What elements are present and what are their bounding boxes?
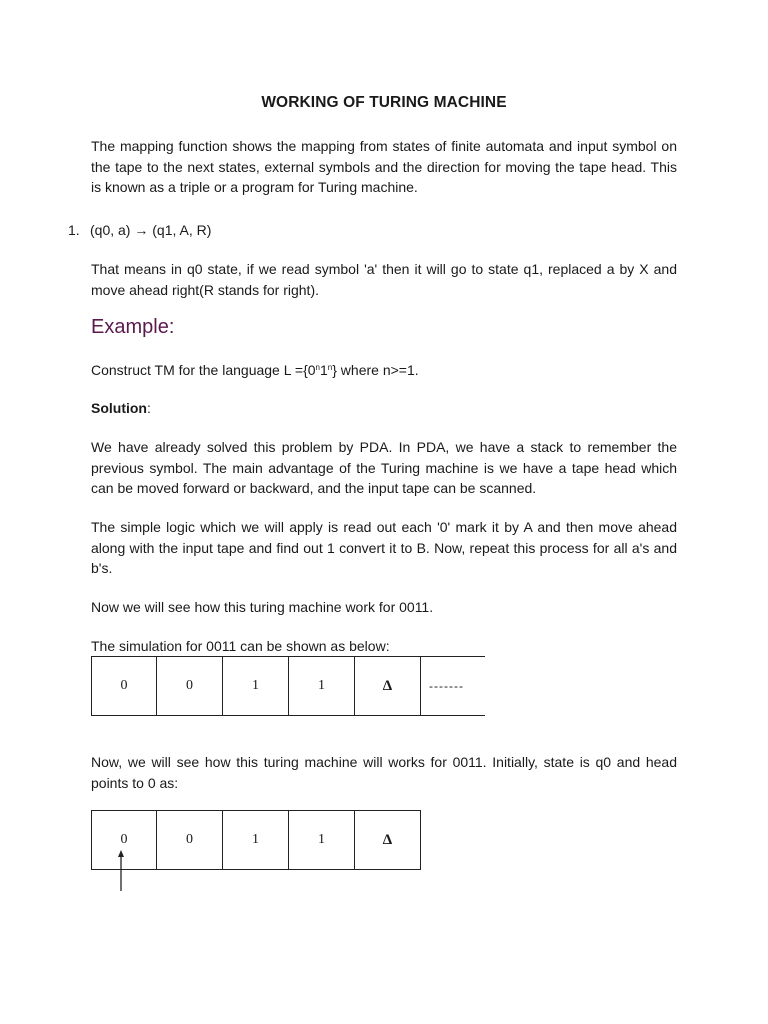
explanation-paragraph: That means in q0 state, if we read symbol 'a' then it will go to state q1, replaced a by X and move ahead right(R stands for right). <box>91 261 677 298</box>
logic-paragraph: The simple logic which we will apply is read out each '0' mark it by A and then move ahead along with the input tape and find out 1 convert it to B. Now, repeat this process for all a's and b's. <box>91 519 677 576</box>
construct-mid: 1 <box>319 362 328 378</box>
solution-label <box>91 398 677 419</box>
construct-sup-n1: n <box>315 363 320 372</box>
tape-row <box>92 811 421 870</box>
tape-row <box>92 657 486 716</box>
construct-sup-n2: n <box>327 363 333 372</box>
mapping-list-item <box>68 220 211 240</box>
tape-cell: 1 <box>223 811 289 870</box>
page-title: WORKING OF TURING MACHINE <box>261 94 507 111</box>
tape-cell: 1 <box>289 811 355 870</box>
now-paragraph: Now we will see how this turing machine work for 0011. <box>91 599 434 615</box>
tape-cell-blank: Δ <box>355 811 421 870</box>
tape-head-arrow-icon <box>115 850 127 891</box>
solution-label-text: Solution <box>91 400 147 416</box>
solution-colon: : <box>147 400 151 416</box>
mapping-rule: (q0, a) → (q1, A, R) <box>90 222 212 238</box>
construct-paragraph <box>91 360 677 381</box>
tape-cell: 0 <box>157 811 223 870</box>
tape-diagram-1 <box>91 656 485 716</box>
intro-paragraph: The mapping function shows the mapping from states of finite automata and input symbol on the tape to the next states, external symbols and the direction for moving the tape head. This is known as a triple or a program for Turing machine. <box>91 138 677 195</box>
initial-paragraph: Now, we will see how this turing machine will works for 0011. Initially, state is q0 and head points to 0 as: <box>91 754 677 791</box>
tape-diagram-2 <box>91 810 421 870</box>
construct-prefix: Construct TM for the language L ={0 <box>91 362 316 378</box>
tape-cell: 1 <box>223 657 289 716</box>
tape-cell: 0 <box>92 811 157 870</box>
list-number: 1. <box>68 222 80 238</box>
tape-cell: 0 <box>92 657 157 716</box>
example-heading: Example: <box>91 316 175 338</box>
tape-cell: 0 <box>157 657 223 716</box>
tape-continuation: ------- <box>421 657 486 716</box>
tape-cell: 1 <box>289 657 355 716</box>
simulation-paragraph: The simulation for 0011 can be shown as below: <box>91 638 390 654</box>
tape-cell-blank: Δ <box>355 657 421 716</box>
construct-suffix: } where n>=1. <box>332 362 419 378</box>
pda-paragraph: We have already solved this problem by PDA. In PDA, we have a stack to remember the previous symbol. The main advantage of the Turing machine is we have a tape head which can be moved forward or backward, and the input tape can be scanned. <box>91 439 677 496</box>
